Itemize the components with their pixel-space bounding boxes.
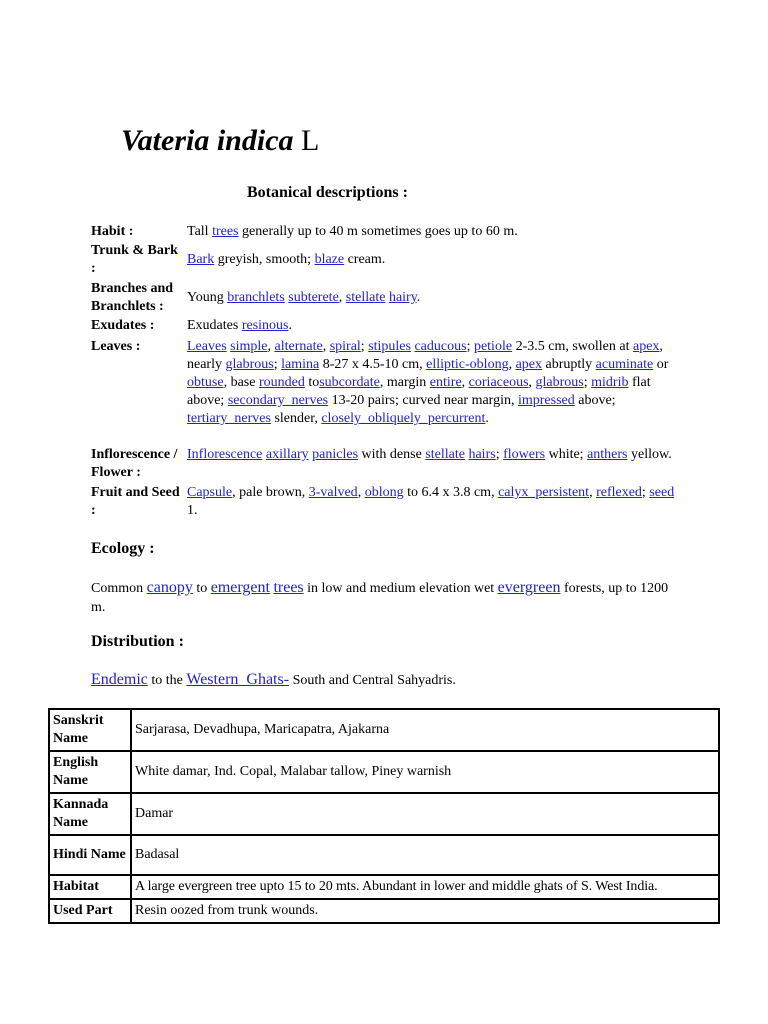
term-link[interactable]: calyx_persistent: [498, 485, 590, 500]
term-link[interactable]: axillary: [265, 447, 309, 462]
table-key: English Name: [49, 751, 131, 793]
table-key: Sanskrit Name: [49, 709, 131, 751]
ecology-heading: Ecology :: [91, 540, 155, 557]
term-link[interactable]: Bark: [187, 252, 215, 267]
term-link[interactable]: stellate: [425, 447, 465, 462]
table-row: [49, 751, 719, 793]
term-link[interactable]: seed: [649, 485, 675, 500]
table-row: [49, 709, 719, 751]
ecology-text: Common canopy to emergent trees in low and medium elevation wet evergreen forests, up to 1200 m.: [91, 579, 669, 615]
term-link[interactable]: simple: [230, 339, 268, 354]
desc-label: Branches and Branchlets :: [91, 281, 174, 314]
table-value: Resin oozed from trunk wounds.: [131, 899, 719, 923]
table-value: A large evergreen tree upto 15 to 20 mts. Abundant in lower and middle ghats of S. West India.: [131, 875, 719, 899]
distribution-text: Endemic to the Western_Ghats- South and Central Sahyadris.: [91, 671, 456, 688]
term-link[interactable]: Inflorescence: [187, 447, 263, 462]
desc-label: Trunk & Bark :: [91, 243, 178, 276]
term-link[interactable]: petiole: [473, 339, 513, 354]
table-key: Used Part: [49, 899, 131, 923]
term-link[interactable]: caducous: [414, 339, 467, 354]
desc-value: Exudates resinous.: [187, 318, 292, 333]
term-link[interactable]: stipules: [368, 339, 411, 354]
term-link[interactable]: glabrous: [535, 375, 584, 390]
desc-value: Capsule, pale brown, 3-valved, oblong to 6.4 x 3.8 cm, calyx_persistent, reflexed; seed 1.: [187, 485, 675, 518]
term-link[interactable]: glabrous: [225, 357, 274, 372]
table-row: [49, 875, 719, 899]
term-link[interactable]: oblong: [364, 485, 404, 500]
term-link[interactable]: Leaves: [187, 339, 227, 354]
term-link[interactable]: trees: [273, 579, 304, 596]
desc-value: Leaves simple, alternate, spiral; stipules caducous; petiole 2-3.5 cm, swollen at apex, nearly glabrous; lamina 8-27 x 4.5-10 cm, elliptic-oblong, apex abruptly acuminate or obtuse, base rounded tosubcordate, margin entire, coriaceous, glabrous; midrib flat above; secondary_nerves 13-20 pairs; curved near margin, impressed above; tertiary_nerves slender, closely_obliquely_percurrent.: [187, 339, 669, 426]
term-link[interactable]: tertiary_nerves: [187, 411, 271, 426]
term-link[interactable]: blaze: [314, 252, 345, 267]
term-link[interactable]: emergent: [210, 579, 270, 596]
term-link[interactable]: impressed: [517, 393, 575, 408]
term-link[interactable]: reflexed: [596, 485, 642, 500]
term-link[interactable]: entire: [429, 375, 462, 390]
species-name: Vateria indica: [121, 124, 294, 157]
desc-value: Tall trees generally up to 40 m sometimes goes up to 60 m.: [187, 224, 518, 239]
table-key: Kannada Name: [49, 793, 131, 835]
term-link[interactable]: hairs: [468, 447, 496, 462]
table-value: Sarjarasa, Devadhupa, Maricapatra, Ajakarna: [131, 709, 719, 751]
page-title: [121, 124, 319, 158]
term-link[interactable]: trees: [212, 224, 239, 239]
species-author: L: [301, 124, 320, 157]
table-value: Badasal: [131, 835, 719, 875]
term-link[interactable]: coriaceous: [468, 375, 529, 390]
term-link[interactable]: canopy: [146, 579, 193, 596]
term-link[interactable]: Capsule: [187, 485, 233, 500]
term-link[interactable]: lamina: [281, 357, 320, 372]
desc-label: Exudates :: [91, 318, 155, 333]
distribution-heading: Distribution :: [91, 633, 184, 650]
term-link[interactable]: alternate: [274, 339, 323, 354]
term-link[interactable]: Western_Ghats-: [186, 671, 290, 688]
term-link[interactable]: midrib: [591, 375, 629, 390]
term-link[interactable]: Endemic: [91, 671, 148, 688]
term-link[interactable]: hairy: [388, 290, 417, 305]
term-link[interactable]: acuminate: [595, 357, 654, 372]
term-link[interactable]: panicles: [312, 447, 359, 462]
term-link[interactable]: apex: [632, 339, 660, 354]
term-link[interactable]: subterete: [288, 290, 339, 305]
table-row: [49, 835, 719, 875]
desc-value: Bark greyish, smooth; blaze cream.: [187, 252, 386, 267]
table-row: [49, 899, 719, 923]
table-key: Habitat: [49, 875, 131, 899]
desc-label: Fruit and Seed :: [91, 485, 180, 518]
term-link[interactable]: evergreen: [497, 579, 561, 596]
term-link[interactable]: rounded: [258, 375, 305, 390]
desc-label: Inflorescence / Flower :: [91, 447, 178, 480]
table-row: [49, 793, 719, 835]
term-link[interactable]: stellate: [345, 290, 386, 305]
desc-value: Young branchlets subterete, stellate hairy.: [187, 290, 421, 305]
term-link[interactable]: secondary_nerves: [227, 393, 329, 408]
table-value: White damar, Ind. Copal, Malabar tallow, Piney warnish: [131, 751, 719, 793]
term-link[interactable]: elliptic-oblong: [426, 357, 509, 372]
desc-label: Leaves :: [91, 339, 141, 354]
table-key: Hindi Name: [49, 835, 131, 875]
term-link[interactable]: obtuse: [187, 375, 224, 390]
term-link[interactable]: resinous: [241, 318, 289, 333]
table-value: Damar: [131, 793, 719, 835]
term-link[interactable]: 3-valved: [308, 485, 358, 500]
term-link[interactable]: anthers: [587, 447, 628, 462]
term-link[interactable]: branchlets: [227, 290, 285, 305]
term-link[interactable]: closely_obliquely_percurrent: [321, 411, 486, 426]
term-link[interactable]: spiral: [329, 339, 361, 354]
term-link[interactable]: flowers: [503, 447, 546, 462]
botanical-descriptions-heading: Botanical descriptions :: [247, 184, 408, 201]
desc-label: Habit :: [91, 224, 134, 239]
vernacular-names-table: [48, 708, 720, 924]
term-link[interactable]: apex: [515, 357, 543, 372]
term-link[interactable]: subcordate: [319, 375, 380, 390]
desc-value: Inflorescence axillary panicles with dense stellate hairs; flowers white; anthers yellow.: [187, 447, 672, 462]
